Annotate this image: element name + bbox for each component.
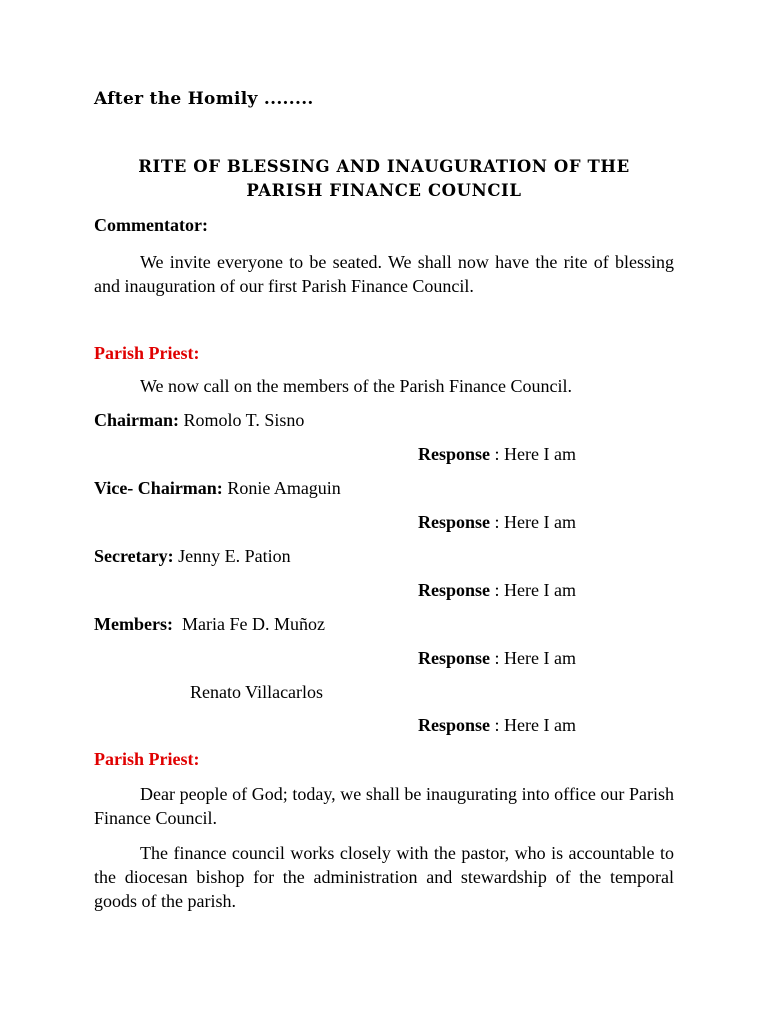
role-label: Secretary:	[94, 546, 174, 566]
inauguration-paragraph: Dear people of God; today, we shall be inaugurating into office our Parish Finance Council.	[94, 784, 674, 828]
role-secretary	[94, 546, 291, 567]
role-vice-chairman	[94, 478, 341, 499]
role-label: Vice- Chairman:	[94, 478, 223, 498]
response-label: Response	[418, 444, 491, 464]
response-line	[418, 715, 576, 736]
response-text: Here I am	[504, 715, 576, 735]
response-separator: :	[490, 580, 505, 600]
rite-title-line-1: RITE OF BLESSING AND INAUGURATION OF THE	[138, 157, 630, 176]
finance-council-paragraph: The finance council works closely with the pastor, who is accountable to the diocesan bishop for the administration and stewardship of the temporal goods of the parish.	[94, 843, 674, 911]
parish-priest-label-1: Parish Priest:	[94, 343, 200, 363]
response-line	[418, 580, 576, 601]
response-label: Response	[418, 512, 491, 532]
response-separator: :	[490, 444, 505, 464]
parish-priest-label-2: Parish Priest:	[94, 749, 200, 769]
response-label: Response	[418, 648, 491, 668]
role-label: Members:	[94, 614, 173, 634]
response-text: Here I am	[504, 444, 576, 464]
response-separator: :	[490, 512, 505, 532]
response-line	[418, 444, 576, 465]
role-members	[94, 614, 325, 635]
response-line	[418, 648, 576, 669]
section-heading: After the Homily ........	[94, 89, 314, 109]
member-name: Maria Fe D. Muñoz	[181, 614, 325, 634]
role-chairman	[94, 410, 304, 431]
response-label: Response	[418, 580, 491, 600]
rite-title-line-2: PARISH FINANCE COUNCIL	[246, 181, 522, 200]
response-label: Response	[418, 715, 491, 735]
response-separator: :	[490, 648, 505, 668]
response-text: Here I am	[504, 512, 576, 532]
member-name: Ronie Amaguin	[227, 478, 341, 498]
response-text: Here I am	[504, 580, 576, 600]
response-line	[418, 512, 576, 533]
member-name: Romolo T. Sisno	[183, 410, 305, 430]
commentator-label: Commentator:	[94, 215, 208, 235]
member-name: Jenny E. Pation	[178, 546, 291, 566]
commentator-text: We invite everyone to be seated. We shall now have the rite of blessing and inauguration of our first Parish Finance Council.	[94, 252, 674, 296]
response-text: Here I am	[504, 648, 576, 668]
response-separator: :	[490, 715, 505, 735]
member-name-second: Renato Villacarlos	[190, 682, 324, 702]
call-members-text: We now call on the members of the Parish Finance Council.	[140, 376, 572, 396]
role-label: Chairman:	[94, 410, 179, 430]
